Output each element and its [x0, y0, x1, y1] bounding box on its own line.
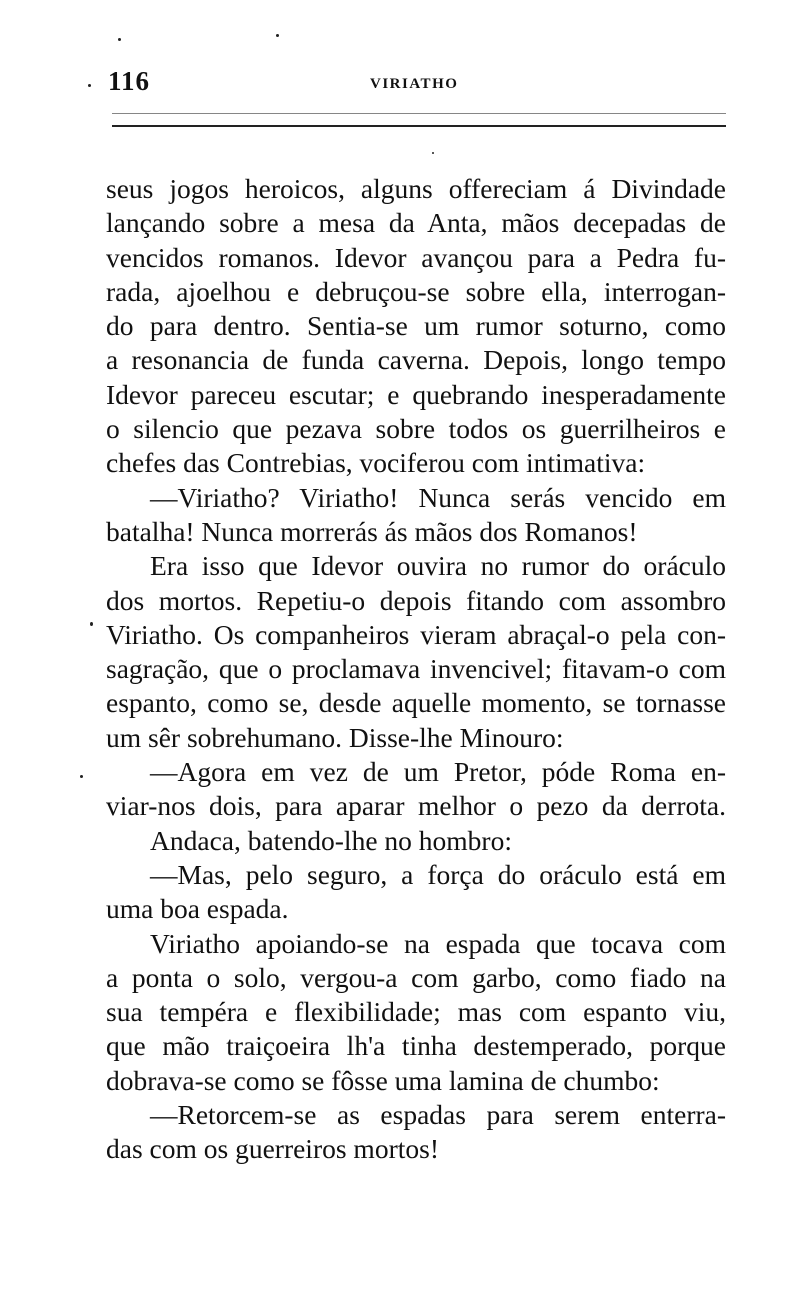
text-line: espanto, como se, desde aquelle momento, se tornasse — [106, 687, 726, 719]
dialogue-line: —Retorcem-se as espadas para serem enterra- — [150, 1099, 726, 1131]
print-speck — [118, 38, 121, 41]
text-line: Idevor pareceu escutar; e quebrando inesperadamente — [106, 378, 726, 410]
text-line: vencidos romanos. Idevor avançou para a Pedra fu- — [106, 241, 726, 273]
text-line: a resonancia de funda caverna. Depois, longo tempo — [106, 344, 726, 376]
paragraph-start: Viriatho apoiando-se na espada que tocava com — [150, 927, 726, 959]
header-rule-thin — [112, 113, 726, 114]
text-line: batalha! Nunca morrerás ás mãos dos Romanos! — [106, 515, 638, 547]
page-number: 116 — [108, 66, 151, 96]
print-speck — [432, 152, 434, 154]
print-speck — [80, 775, 83, 778]
text-line: que mão traiçoeira lh'a tinha destemperado, porque — [106, 1030, 726, 1062]
text-line: um sêr sobrehumano. Disse-lhe Minouro: — [106, 721, 564, 753]
text-line: uma boa espada. — [106, 893, 289, 925]
header-rule-thick — [112, 125, 726, 127]
text-line: do para dentro. Sentia-se um rumor soturno, como — [106, 310, 726, 342]
print-speck — [276, 34, 279, 37]
running-title: VIRIATHO — [370, 76, 459, 92]
text-line: chefes das Contrebias, vociferou com intimativa: — [106, 447, 646, 479]
text-line: o silencio que pezava sobre todos os guerrilheiros e — [106, 413, 726, 445]
text-line: a ponta o solo, vergou-a com garbo, como fiado na — [106, 961, 726, 993]
text-line: rada, ajoelhou e debruçou-se sobre ella, interrogan- — [106, 275, 726, 307]
text-line: sua tempéra e flexibilidade; mas com espanto viu, — [106, 996, 726, 1028]
text-line: sagração, que o proclamava invencivel; fitavam-o com — [106, 653, 726, 685]
body-text — [106, 172, 726, 1167]
page-header — [108, 66, 726, 106]
text-line: dos mortos. Repetiu-o depois fitando com assombro — [106, 584, 726, 616]
print-speck — [90, 622, 93, 626]
text-line: seus jogos heroicos, alguns offereciam á Divindade — [106, 173, 726, 204]
text-line: lançando sobre a mesa da Anta, mãos decepadas de — [106, 207, 726, 239]
paragraph-start: Andaca, batendo-lhe no hombro: — [150, 824, 512, 856]
text-line: Viriatho. Os companheiros vieram abraçal-o pela con- — [106, 618, 726, 650]
dialogue-line: —Viriatho? Viriatho! Nunca serás vencido em — [150, 481, 726, 513]
text-line: dobrava-se como se fôsse uma lamina de chumbo: — [106, 1064, 660, 1096]
print-speck — [88, 84, 91, 87]
text-line: das com os guerreiros mortos! — [106, 1133, 439, 1165]
dialogue-line: —Agora em vez de um Pretor, póde Roma en- — [150, 756, 726, 788]
text-line: viar-nos dois, para aparar melhor o pezo da derrota. — [106, 790, 726, 822]
dialogue-line: —Mas, pelo seguro, a força do oráculo está em — [150, 858, 726, 890]
paragraph-start: Era isso que Idevor ouvira no rumor do oráculo — [150, 550, 726, 582]
